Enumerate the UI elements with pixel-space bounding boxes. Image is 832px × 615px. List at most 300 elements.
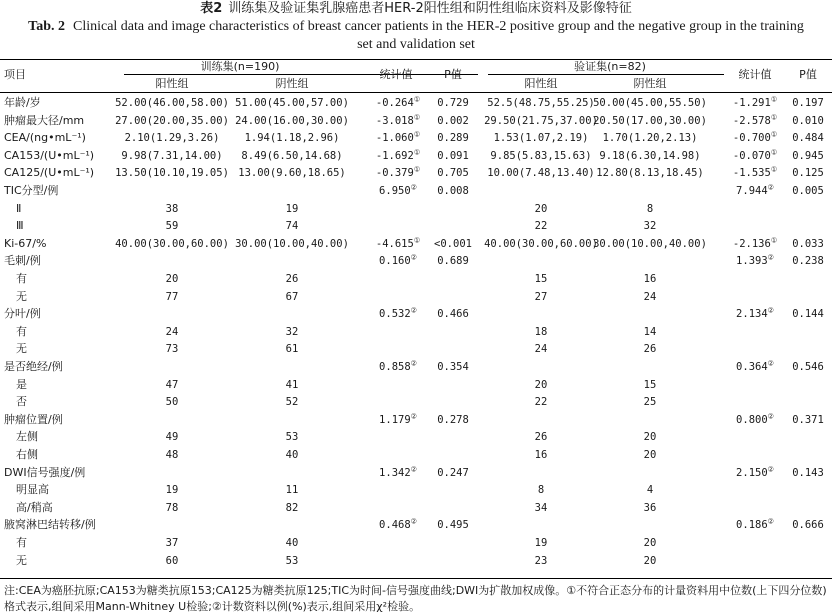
cell-value: -0.264 [375,97,414,109]
cell-vn [644,378,657,392]
cell-vn [647,483,653,497]
cell-vn [644,272,657,286]
cell-vs [736,360,774,374]
cell-value: 0.371 [792,413,824,426]
training-set-underline [124,74,478,75]
cell-footnote-mark: ① [770,236,778,245]
cell-tp [166,430,179,444]
cell-value: 67 [285,290,299,303]
cell-value: 0.125 [792,167,824,180]
cell-tn [235,114,349,128]
row-label: CA153/(U•mL⁻¹) [4,148,95,162]
cell-vpv [792,237,824,251]
cell-footnote-mark: ② [410,412,417,421]
cell-vpv [792,413,824,427]
cell-value: -3.018 [375,114,414,127]
cell-value: 32 [285,325,299,338]
cell-vs [736,254,774,268]
cell-value: 27 [534,290,548,303]
cell-tn [238,166,345,180]
cell-vn [644,342,657,356]
cell-value: 19 [165,484,179,497]
cell-value: 0.468 [379,519,411,532]
cell-value: 40.00(30.00,60.00) [484,237,598,250]
cell-ts [376,114,420,128]
cell-value: 37 [165,537,179,549]
cell-tn [241,149,342,163]
cell-value: 0.091 [437,149,469,162]
cell-footnote-mark: ② [410,306,417,315]
cell-vn [599,149,700,163]
cell-tp [166,378,179,392]
cell-vp [535,202,548,216]
cell-value: 0.160 [379,255,411,268]
cell-value: 30.00(10.00,40.00) [593,237,707,250]
row-label: 明显高 [16,483,49,497]
cell-vpv [792,149,824,163]
cell-value: 2.150 [736,466,768,479]
cell-vpv [792,466,824,480]
row-label: 年龄/岁 [4,96,41,109]
row-label: 无 [16,289,27,303]
cell-vp [538,483,544,497]
cell-ts [379,254,417,268]
cell-footnote-mark: ① [413,95,421,104]
cell-value: 15 [534,273,548,285]
cell-value: 48 [165,449,179,461]
table-bottom-rule [0,578,832,579]
table-top-rule [0,59,832,60]
cell-footnote-mark: ② [410,359,417,368]
cell-ts [379,360,417,374]
cell-value: -1.692 [375,149,414,162]
cell-tpv [437,114,469,128]
cell-vs [736,184,774,198]
cell-value: -0.379 [375,167,414,180]
row-label: 否 [16,395,27,409]
cell-vn [644,325,657,339]
cell-value: 0.247 [437,466,469,479]
cell-ts [376,237,420,251]
cell-vpv [792,131,824,145]
cell-value: 53 [285,431,299,444]
cell-value: 52.5(48.75,55.25) [487,97,595,109]
row-label: TIC分型/例 [4,184,59,197]
cell-footnote-mark: ② [767,412,774,421]
cell-tp [115,114,229,128]
cell-value: 1.70(1.20,2.13) [602,132,698,145]
row-label: 无 [16,553,27,567]
cell-value: 0.278 [437,413,469,426]
cell-value: 7.944 [736,185,768,197]
header-validation-positive: 阳性组 [524,77,558,90]
cell-vp [535,430,548,444]
cell-tpv [437,360,469,374]
cell-tn [286,290,299,304]
cell-footnote-mark: ① [413,236,421,245]
row-label: 肿瘤位置/例 [4,412,63,426]
cell-value: 0.002 [437,114,469,127]
cell-tpv [437,518,469,532]
cell-value: 16 [534,449,548,461]
cell-vp [484,114,598,128]
cell-value: -0.070 [732,149,771,162]
cell-value: 2.10(1.29,3.26) [124,132,220,145]
cell-value: 2.134 [736,308,768,321]
cell-vs [736,307,774,321]
cell-ts [379,466,417,480]
cell-tn [286,202,299,216]
cell-value: 0.008 [437,185,469,197]
header-training-set: 训练集(n=190) [200,60,280,73]
cell-tpv [437,466,469,480]
cell-tp [166,536,179,550]
cell-tp [115,166,229,180]
row-label: DWI信号强度/例 [4,465,86,479]
cell-footnote-mark: ② [410,465,417,474]
cell-footnote-mark: ② [410,517,417,526]
cell-tp [166,219,179,233]
table-footnote: 注:CEA为癌胚抗原;CA153为糖类抗原153;CA125为糖类抗原125;TIC为时间-信号强度曲线;DWI为扩散加权成像。①不符合正态分布的计量资料用中位数(上下四分位数)格式表示,组间采用Mann-Whitney U检验;②计数资料以例(%)表示,组间采用χ²检验。 [4,584,827,613]
cell-tpv [437,413,469,427]
cell-value: 20.50(17.00,30.00) [593,114,707,127]
cell-vn [593,114,707,128]
cell-value: 27.00(20.00,35.00) [115,114,229,127]
cell-vp [535,554,548,568]
cell-value: 12.80(8.13,18.45) [596,167,704,180]
row-label: 有 [16,324,27,338]
header-validation-statistic: 统计值 [738,68,772,81]
cell-tn [286,554,299,568]
cell-vp [494,131,589,145]
cell-vn [593,237,707,251]
cell-vs [736,518,774,532]
cell-tn [286,536,299,550]
cell-tp [166,202,179,216]
cell-value: -2.578 [732,114,771,127]
cell-footnote-mark: ① [770,165,778,174]
cell-footnote-mark: ② [410,183,417,192]
cell-value: 29.50(21.75,37.00) [484,114,598,127]
cell-tp [121,149,222,163]
cell-footnote-mark: ① [770,95,778,104]
cell-ts [379,184,417,198]
cell-footnote-mark: ① [770,113,778,122]
cell-value: 20 [643,449,657,461]
cell-vn [644,395,657,409]
cell-value: 40.00(30.00,60.00) [115,237,229,250]
cell-value: 15 [643,378,657,391]
cell-vp [535,325,548,339]
cell-tn [286,483,299,497]
cell-value: 18 [534,325,548,338]
cell-ts [379,518,417,532]
row-label: 有 [16,272,27,285]
cell-footnote-mark: ② [767,465,774,474]
cell-footnote-mark: ② [767,359,774,368]
cell-ts [376,96,420,110]
cell-ts [376,149,420,163]
cell-footnote-mark: ① [413,113,421,122]
cell-vn [644,554,657,568]
cell-vn [647,202,653,216]
cell-footnote-mark: ① [413,148,421,157]
cell-value: 0.005 [792,185,824,197]
cell-value: 24 [643,290,657,303]
cell-vp [535,378,548,392]
cell-vpv [792,184,824,198]
cell-value: 0.495 [437,519,469,532]
cell-vp [535,272,548,286]
cell-vpv [792,96,824,110]
cell-value: 24.00(16.00,30.00) [235,114,349,127]
cell-vpv [792,114,824,128]
cell-value: 11 [285,484,299,497]
cell-value: 26 [534,431,548,444]
caption-en [20,18,812,54]
cell-vp [535,290,548,304]
row-label: 高/稍高 [16,500,53,514]
cell-value: 0.546 [792,361,824,373]
header-validation-set: 验证集(n=82) [574,60,646,73]
cell-value: 73 [165,343,179,356]
cell-tn [286,342,299,356]
cell-vs [733,114,777,128]
cell-value: 1.53(1.07,2.19) [493,132,589,145]
cell-value: 0.354 [437,361,469,373]
cell-vp [535,219,548,233]
cell-tn [286,395,299,409]
caption-cn [0,0,832,18]
cell-value: 16 [643,273,657,285]
caption-cn-title: 训练集及验证集乳腺癌患者HER-2阳性组和阴性组临床资料及影像特征 [228,1,632,16]
cell-vs [733,237,777,251]
cell-value: 74 [285,220,299,233]
cell-value: 0.144 [792,308,824,321]
cell-tp [166,342,179,356]
cell-tn [286,378,299,392]
cell-value: 60 [165,554,179,567]
row-label: 是否绝经/例 [4,360,63,373]
caption-en-title: Clinical data and image characteristics of breast cancer patients in the HER-2 positive group and the negative group in the training set and validation set [72,19,804,52]
cell-value: 50 [165,396,179,409]
cell-value: 0.689 [437,255,469,268]
cell-value: 6.950 [379,185,411,197]
cell-tp [115,96,229,110]
cell-vn [644,219,657,233]
cell-vs [736,413,774,427]
cell-tp [166,272,179,286]
cell-vp [535,536,548,550]
cell-tn [245,131,340,145]
cell-value: 9.85(5.83,15.63) [490,149,592,162]
cell-ts [376,166,420,180]
cell-value: 32 [643,220,657,233]
cell-value: 20 [643,431,657,444]
cell-value: 0.238 [792,255,824,268]
cell-tp [115,237,229,251]
row-label: 腋窝淋巴结转移/例 [4,518,96,532]
cell-vn [644,290,657,304]
cell-value: 36 [643,501,657,514]
cell-value: 26 [285,273,299,285]
cell-value: 0.143 [792,466,824,479]
cell-vpv [792,360,824,374]
cell-tp [166,501,179,515]
header-training-negative: 阴性组 [275,77,309,90]
cell-tn [286,272,299,286]
cell-vn [644,448,657,462]
cell-value: 52 [285,396,299,409]
cell-value: 61 [285,343,299,356]
cell-value: 22 [534,220,548,233]
cell-value: 0.484 [792,132,824,145]
cell-value: 0.800 [736,413,768,426]
cell-tn [286,430,299,444]
cell-value: -1.535 [732,167,771,180]
cell-value: 0.858 [379,361,411,373]
header-training-p: P值 [444,68,462,81]
cell-value: -0.700 [732,132,771,145]
cell-vp [535,448,548,462]
cell-value: 20 [643,554,657,567]
cell-value: 0.010 [792,114,824,127]
row-label: 是 [16,377,27,391]
cell-value: -2.136 [732,237,771,250]
cell-value: 51.00(45.00,57.00) [235,97,349,109]
cell-value: 52.00(46.00,58.00) [115,97,229,109]
cell-tpv [437,184,469,198]
cell-value: 30.00(10.00,40.00) [235,237,349,250]
cell-value: 24 [165,325,179,338]
cell-tn [286,325,299,339]
cell-tpv [434,237,472,251]
cell-tp [125,131,220,145]
cell-vs [733,131,777,145]
header-item: 项目 [4,68,26,81]
cell-footnote-mark: ① [770,148,778,157]
cell-value: 47 [165,378,179,391]
cell-value: 22 [534,396,548,409]
row-label: 右侧 [16,448,38,461]
cell-value: 1.179 [379,413,411,426]
cell-value: 82 [285,501,299,514]
cell-tp [166,483,179,497]
cell-tn [235,96,349,110]
cell-vn [593,96,707,110]
cell-value: 13.00(9.60,18.65) [238,167,346,180]
cell-tn [286,448,299,462]
cell-value: 8 [537,484,545,497]
cell-value: 19 [285,202,299,215]
row-label: Ⅲ [16,219,24,233]
cell-value: 0.729 [437,97,469,109]
cell-value: 49 [165,431,179,444]
caption-en-label: Tab. 2 [28,19,65,34]
cell-tp [166,448,179,462]
cell-footnote-mark: ① [413,165,421,174]
cell-value: 1.342 [379,466,411,479]
cell-value: 0.186 [736,519,768,532]
cell-value: 20 [534,202,548,215]
cell-ts [376,131,420,145]
header-training-statistic: 统计值 [379,68,413,81]
cell-footnote-mark: ② [767,183,774,192]
cell-value: 77 [165,290,179,303]
cell-value: <0.001 [434,237,472,250]
cell-value: 0.666 [792,519,824,532]
cell-tpv [437,307,469,321]
cell-value: 0.466 [437,308,469,321]
cell-tp [166,554,179,568]
cell-value: 8.49(6.50,14.68) [241,149,343,162]
cell-vn [596,166,703,180]
cell-value: 23 [534,554,548,567]
row-label: 毛刺/例 [4,254,41,268]
row-label: Ⅱ [16,201,22,215]
cell-tp [166,290,179,304]
cell-vs [733,96,777,110]
cell-vpv [792,166,824,180]
cell-footnote-mark: ② [767,517,774,526]
cell-tn [286,219,299,233]
cell-vp [487,166,594,180]
row-label: CA125/(U•mL⁻¹) [4,166,95,180]
caption-cn-label: 表2 [200,1,223,16]
cell-value: 0.289 [437,132,469,145]
cell-value: 26 [643,343,657,356]
row-label: 有 [16,536,27,549]
cell-vp [490,149,591,163]
row-label: 分叶/例 [4,307,41,321]
cell-value: 24 [534,343,548,356]
cell-vs [733,166,777,180]
cell-vn [644,536,657,550]
cell-tpv [437,166,469,180]
cell-vs [736,466,774,480]
cell-footnote-mark: ② [410,253,417,262]
cell-value: 14 [643,325,657,338]
cell-value: 20 [165,273,179,285]
cell-value: 40 [285,449,299,461]
cell-value: 20 [534,378,548,391]
cell-vs [733,149,777,163]
cell-tp [166,325,179,339]
cell-value: -1.060 [375,132,414,145]
cell-value: 13.50(10.10,19.05) [115,167,229,180]
cell-footnote-mark: ① [413,130,421,139]
cell-footnote-mark: ① [770,130,778,139]
cell-value: -1.291 [732,97,771,109]
row-label: 左侧 [16,430,38,444]
header-validation-negative: 阴性组 [633,77,667,90]
cell-value: 20 [643,537,657,549]
cell-footnote-mark: ② [767,306,774,315]
cell-ts [379,413,417,427]
header-validation-p: P值 [799,68,817,81]
cell-value: 41 [285,378,299,391]
cell-vn [644,501,657,515]
cell-vp [535,342,548,356]
cell-value: 40 [285,537,299,549]
cell-vp [535,395,548,409]
cell-vp [487,96,594,110]
cell-value: 59 [165,220,179,233]
cell-tn [235,237,349,251]
cell-value: 8 [646,202,654,215]
cell-value: 50.00(45.00,55.50) [593,97,707,109]
row-label: 肿瘤最大径/mm [4,113,85,127]
